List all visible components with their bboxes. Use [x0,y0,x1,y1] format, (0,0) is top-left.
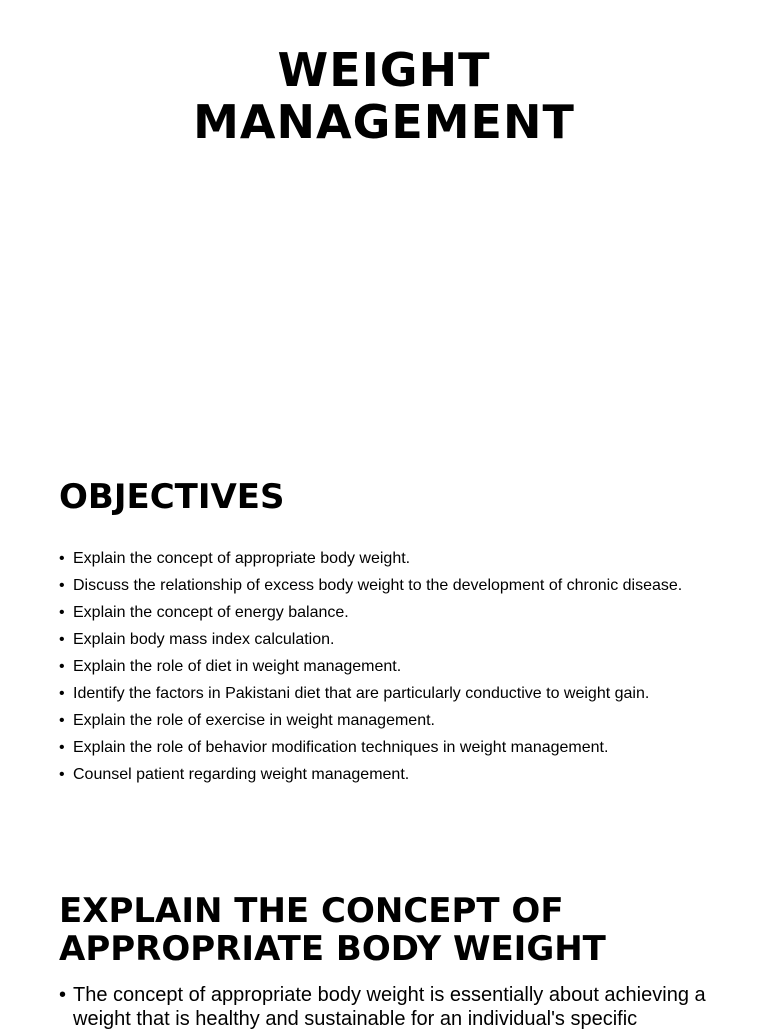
bullet: • [59,739,65,756]
list-item-text: Explain the concept of appropriate body weight. [73,550,411,567]
bullet: • [59,658,65,675]
list-item [59,711,719,731]
bullet: • [59,631,65,648]
objectives-list [59,549,719,792]
list-item [59,684,719,704]
list-item-text: Counsel patient regarding weight management. [73,766,410,783]
list-item-text: Discuss the relationship of excess body weight to the development of chronic disease. [73,577,683,594]
slide-title-line-1: WEIGHT [277,43,491,97]
list-item [59,576,719,596]
list-item [59,603,719,623]
list-item [59,738,719,758]
bullet: • [59,577,65,594]
list-item-text: Explain the role of diet in weight management. [73,658,402,675]
list-item [59,549,719,569]
list-item-text: Explain the role of behavior modification techniques in weight management. [73,739,609,756]
bullet: • [59,712,65,729]
list-item [59,630,719,650]
concept-heading-line-2: APPROPRIATE BODY WEIGHT [59,929,606,969]
list-item [59,765,719,785]
list-item-text: Explain the concept of energy balance. [73,604,349,621]
list-item-text: Explain body mass index calculation. [73,631,335,648]
concept-heading [59,892,739,968]
bullet: • [59,550,65,567]
bullet: • [59,984,67,1006]
bullet: • [59,766,65,783]
list-item-text: Identify the factors in Pakistani diet that are particularly conductive to weight gain. [73,685,650,702]
slide-title [0,44,768,148]
list-item [59,657,719,677]
slide-title-line-2: MANAGEMENT [193,95,575,149]
bullet: • [59,685,65,702]
list-item-text: Explain the role of exercise in weight management. [73,712,435,729]
objectives-heading: OBJECTIVES [59,477,285,517]
concept-heading-line-1: EXPLAIN THE CONCEPT OF [59,891,564,931]
bullet: • [59,604,65,621]
list-item-text: The concept of appropriate body weight is essentially about achieving a weight that is healthy and sustainable for an individual's specific [73,984,706,1030]
